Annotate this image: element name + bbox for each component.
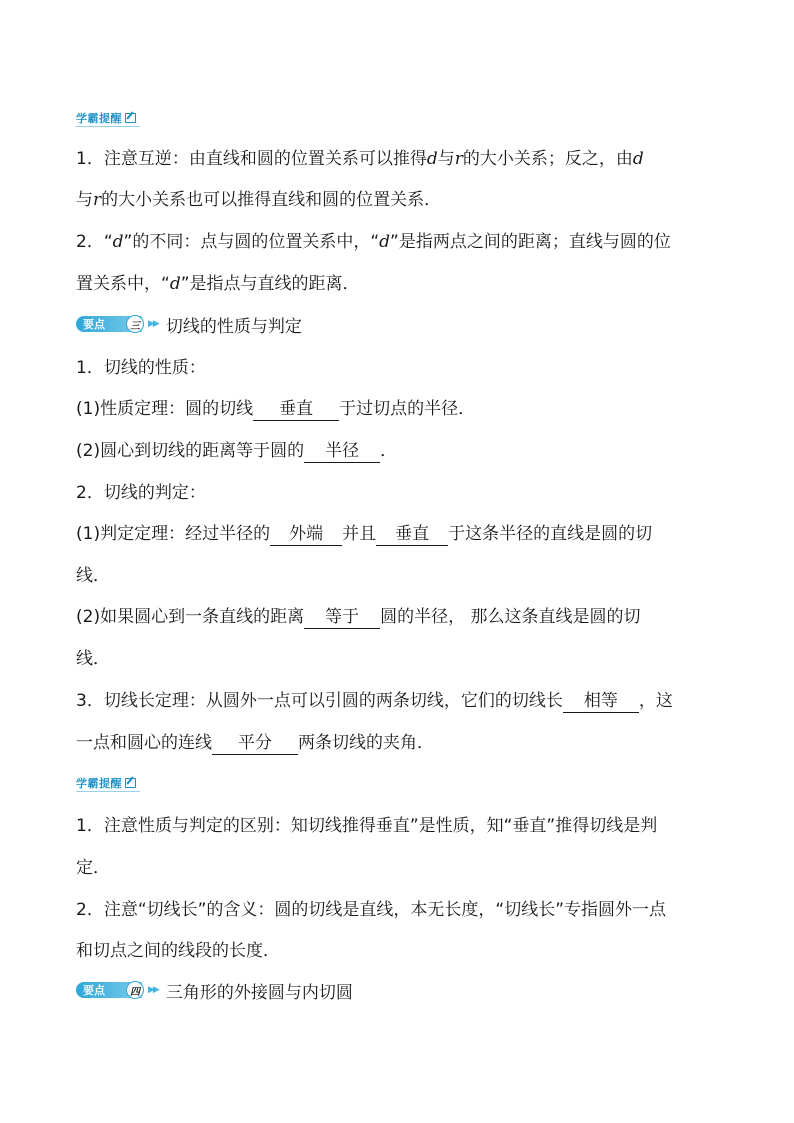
paragraph-line bbox=[76, 814, 726, 838]
pencil-icon bbox=[125, 778, 136, 788]
text: 于过切点的半径． bbox=[339, 399, 476, 419]
answer-blank: 外端 bbox=[270, 523, 342, 546]
paragraph-line bbox=[76, 439, 726, 463]
paragraph-line bbox=[76, 605, 726, 629]
arrow-icon: ▶▶ bbox=[148, 985, 158, 995]
paragraph-line bbox=[76, 522, 726, 546]
variable-d: d bbox=[426, 149, 438, 169]
paragraph-line bbox=[76, 230, 726, 254]
text: 和切点之间的线段的长度． bbox=[76, 941, 280, 961]
paragraph-line bbox=[76, 147, 726, 171]
paragraph-line bbox=[76, 731, 726, 755]
text: 定． bbox=[76, 858, 110, 878]
point-badge-text: 要点 bbox=[83, 984, 105, 997]
tip-label-text: 学霸提醒 bbox=[76, 777, 122, 790]
section-heading-point-4 bbox=[76, 979, 353, 1001]
text: 与 bbox=[437, 149, 455, 169]
text: (2)圆心到切线的距离等于圆的 bbox=[76, 441, 305, 461]
variable-d: d bbox=[379, 232, 391, 252]
paragraph-line bbox=[76, 647, 726, 671]
pencil-icon bbox=[125, 113, 136, 123]
text: ，这 bbox=[638, 691, 673, 711]
text: ． bbox=[380, 441, 398, 461]
paragraph-line bbox=[76, 188, 726, 212]
variable-d: d bbox=[169, 274, 181, 294]
text: 并且 bbox=[342, 524, 377, 544]
paragraph-line bbox=[76, 898, 726, 922]
paragraph-line bbox=[76, 856, 726, 880]
text: (1)性质定理：圆的切线 bbox=[76, 399, 254, 419]
text: 1．注意性质与判定的区别：知切线推得垂直”是性质，知“垂直”推得切线是判 bbox=[76, 816, 658, 836]
point-number: 三 bbox=[126, 315, 144, 333]
text: (2)如果圆心到一条直线的距离 bbox=[76, 607, 305, 627]
text: 的大小关系也可以推得直线和圆的位置关系． bbox=[101, 190, 442, 210]
variable-d: d bbox=[632, 149, 644, 169]
text: 圆的半径， 那么这条直线是圆的切 bbox=[380, 607, 641, 627]
paragraph-line bbox=[76, 356, 726, 380]
variable-r: r bbox=[93, 190, 102, 210]
point-badge bbox=[76, 982, 142, 998]
paragraph-line bbox=[76, 564, 726, 588]
answer-blank: 垂直 bbox=[253, 398, 339, 421]
text: 一点和圆心的连线 bbox=[76, 733, 212, 753]
text: (1)判定定理：经过半径的 bbox=[76, 524, 271, 544]
paragraph-line bbox=[76, 397, 726, 421]
point-badge-text: 要点 bbox=[83, 318, 105, 331]
text: ”是指两点之间的距离；直线与圆的位 bbox=[390, 232, 671, 252]
text: 线． bbox=[76, 649, 110, 669]
paragraph-line bbox=[76, 272, 726, 296]
text: 1．注意互逆：由直线和圆的位置关系可以推得 bbox=[76, 149, 427, 169]
text: 3．切线长定理：从圆外一点可以引圆的两条切线，它们的切线长 bbox=[76, 691, 563, 711]
section-title: 切线的性质与判定 bbox=[165, 316, 302, 337]
variable-r: r bbox=[454, 149, 463, 169]
text: 置关系中，“ bbox=[76, 274, 170, 294]
tip-label-text: 学霸提醒 bbox=[76, 112, 122, 125]
paragraph-line bbox=[76, 689, 726, 713]
variable-d: d bbox=[112, 232, 124, 252]
answer-blank: 半径 bbox=[304, 440, 380, 463]
arrow-icon: ▶▶ bbox=[148, 319, 158, 329]
point-badge bbox=[76, 316, 142, 332]
point-number: 四 bbox=[126, 981, 144, 999]
text: 2．切线的判定： bbox=[76, 483, 206, 503]
section-heading-point-3 bbox=[76, 313, 302, 335]
section-title: 三角形的外接圆与内切圆 bbox=[165, 982, 353, 1003]
text: 2．注意“切线长”的含义：圆的切线是直线，本无长度，“切线长”专指圆外一点 bbox=[76, 900, 667, 920]
text: 线． bbox=[76, 566, 110, 586]
text: 两条切线的夹角． bbox=[298, 733, 434, 753]
tip-label bbox=[76, 775, 140, 792]
text: ”的不同：点与圆的位置关系中，“ bbox=[123, 232, 380, 252]
tip-label bbox=[76, 110, 140, 127]
answer-blank: 等于 bbox=[304, 606, 380, 629]
text: 的大小关系；反之，由 bbox=[462, 149, 633, 169]
text: 与 bbox=[76, 190, 93, 210]
paragraph-line bbox=[76, 481, 726, 505]
text: ”是指点与直线的距离． bbox=[180, 274, 360, 294]
answer-blank: 平分 bbox=[212, 732, 298, 755]
text: 2．“ bbox=[76, 232, 113, 252]
text: 1．切线的性质： bbox=[76, 358, 206, 378]
answer-blank: 垂直 bbox=[376, 523, 448, 546]
text: 于这条半径的直线是圆的切 bbox=[448, 524, 653, 544]
paragraph-line bbox=[76, 939, 726, 963]
answer-blank: 相等 bbox=[563, 690, 639, 713]
